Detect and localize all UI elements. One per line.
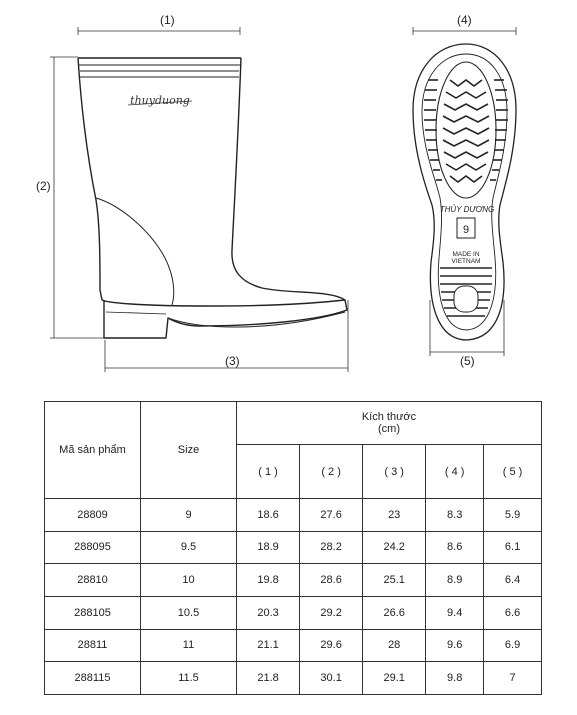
cell-dim-2: 29.6: [300, 629, 363, 662]
size-spec-table: [44, 401, 542, 695]
cell-dim-4: 9.8: [426, 662, 484, 695]
dimension-2-label: (2): [36, 179, 51, 193]
header-dim-1: ( 1 ): [237, 445, 300, 499]
header-product-code: Mã sản phẩm: [45, 402, 141, 499]
cell-dim-3: 29.1: [363, 662, 426, 695]
cell-dim-5: 6.4: [484, 564, 542, 597]
cell-dim-3: 23: [363, 499, 426, 532]
cell-dim-5: 7: [484, 662, 542, 695]
cell-size: 9: [141, 499, 237, 532]
cell-size: 9.5: [141, 531, 237, 564]
table-row: [45, 629, 542, 662]
cell-dim-1: 18.6: [237, 499, 300, 532]
header-dim-4: ( 4 ): [426, 445, 484, 499]
cell-dim-2: 28.2: [300, 531, 363, 564]
header-dim-3: ( 3 ): [363, 445, 426, 499]
cell-dim-1: 19.8: [237, 564, 300, 597]
cell-dim-3: 28: [363, 629, 426, 662]
header-dimensions-title: Kích thước: [361, 411, 417, 423]
cell-code: 288115: [45, 662, 141, 695]
cell-code: 28809: [45, 499, 141, 532]
dimension-3-label: (3): [225, 354, 240, 368]
sole-made-in-1: MADE IN: [452, 251, 480, 258]
dimension-5-label: (5): [460, 354, 475, 368]
cell-code: 288105: [45, 596, 141, 629]
cell-size: 10: [141, 564, 237, 597]
cell-dim-2: 29.2: [300, 596, 363, 629]
table-row: [45, 662, 542, 695]
dimension-1: [78, 27, 240, 35]
cell-dim-3: 26.6: [363, 596, 426, 629]
cell-code: 28810: [45, 564, 141, 597]
cell-dim-1: 20.3: [237, 596, 300, 629]
cell-size: 10.5: [141, 596, 237, 629]
header-dim-2: ( 2 ): [300, 445, 363, 499]
cell-dim-2: 30.1: [300, 662, 363, 695]
boot-side-view: [78, 58, 347, 338]
cell-dim-3: 25.1: [363, 564, 426, 597]
cell-dim-4: 8.3: [426, 499, 484, 532]
dimension-1-label: (1): [160, 13, 175, 27]
cell-code: 28811: [45, 629, 141, 662]
table-row: [45, 596, 542, 629]
table-row: [45, 531, 542, 564]
cell-dim-2: 27.6: [300, 499, 363, 532]
cell-dim-3: 24.2: [363, 531, 426, 564]
cell-dim-2: 28.6: [300, 564, 363, 597]
cell-code: 288095: [45, 531, 141, 564]
cell-dim-4: 9.6: [426, 629, 484, 662]
cell-dim-5: 6.6: [484, 596, 542, 629]
header-size: Size: [141, 402, 237, 499]
header-dimensions-unit: (cm): [378, 423, 400, 435]
header-dimensions: [237, 402, 542, 445]
header-dim-5: ( 5 ): [484, 445, 542, 499]
cell-dim-1: 21.1: [237, 629, 300, 662]
table-row: [45, 499, 542, 532]
cell-dim-1: 18.9: [237, 531, 300, 564]
sole-made-in-2: VIETNAM: [451, 258, 481, 265]
cell-dim-4: 8.9: [426, 564, 484, 597]
cell-size: 11: [141, 629, 237, 662]
cell-dim-5: 5.9: [484, 499, 542, 532]
dimension-4-label: (4): [457, 13, 472, 27]
dimension-4: [413, 27, 516, 35]
cell-dim-5: 6.1: [484, 531, 542, 564]
sole-brand: THỦY DƯƠNG: [439, 205, 495, 214]
boot-logo: thuyduong: [130, 94, 190, 107]
cell-dim-4: 8.6: [426, 531, 484, 564]
cell-dim-4: 9.4: [426, 596, 484, 629]
table-row: [45, 564, 542, 597]
cell-dim-1: 21.8: [237, 662, 300, 695]
cell-size: 11.5: [141, 662, 237, 695]
cell-dim-5: 6.9: [484, 629, 542, 662]
sole-size: 9: [462, 224, 470, 236]
